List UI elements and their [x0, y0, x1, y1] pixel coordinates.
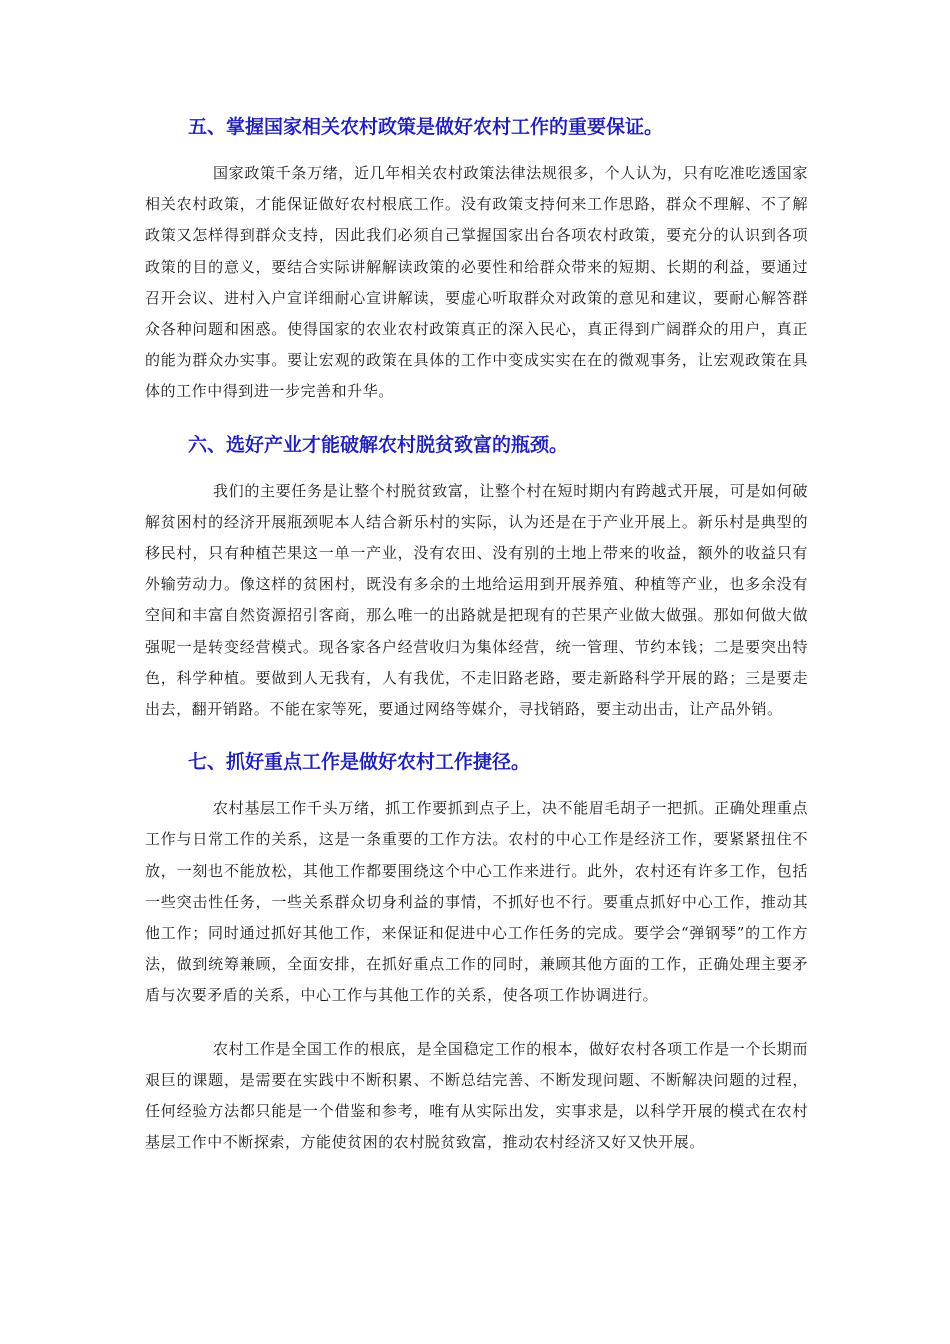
section-seven — [145, 747, 808, 1011]
section-paragraph: 国家政策千条万绪，近几年相关农村政策法律法规很多，个人认为，只有吃准吃透国家相关农村政策，才能保证做好农村根底工作。没有政策支持何来工作思路，群众不理解、不了解政策又怎样得到群众支持，因此我们必须自己掌握国家出台各项农村政策，要充分的认识到各项政策的目的意义，要结合实际讲解解读政策的必要性和给群众带来的短期、长期的利益，要通过召开会议、进村入户宣详细耐心宣讲解读，要虚心听取群众对政策的意见和建议，要耐心解答群众各种问题和困惑。使得国家的农业农村政策真正的深入民心，真正得到广阔群众的用户，真正的能为群众办实事。要让宏观的政策在具体的工作中变成实实在在的微观事务，让宏观政策在具体的工作中得到进一步完善和升华。 — [145, 164, 808, 401]
section-heading: 五、掌握国家相关农村政策是做好农村工作的重要保证。 — [188, 116, 664, 138]
section-five — [145, 112, 808, 408]
section-heading: 七、抓好重点工作是做好农村工作捷径。 — [188, 751, 531, 774]
closing-paragraph: 农村工作是全国工作的根底，是全国稳定工作的根本，做好农村各项工作是一个长期而艰巨的课题，是需要在实践中不断积累、不断总结完善、不断发现问题、不断解决问题的过程，任何经验方法都只能是一个借鉴和参考，唯有从实际出发，实事求是，以科学开展的模式在农村基层工作中不断探索，方能使贫困的农村脱贫致富，推动农村经济又好又快开展。 — [145, 1039, 808, 1152]
section-paragraph: 我们的主要任务是让整个村脱贫致富，让整个村在短时期内有跨越式开展，可是如何破解贫困村的经济开展瓶颈呢本人结合新乐村的实际，认为还是在于产业开展上。新乐村是典型的移民村，只有种植芒果这一单一产业，没有农田、没有别的土地上带来的收益，额外的收益只有外输劳动力。像这样的贫困村，既没有多余的土地给运用到开展养殖、种植等产业，也多余没有空间和丰富自然资源招引客商，那么唯一的出路就是把现有的芒果产业做大做强。那如何做大做强呢一是转变经营模式。现各家各户经营收归为集体经营，统一管理、节约本钱；二是要突出特色，科学种植。要做到人无我有，人有我优，不走旧路老路，要走新路科学开展的路；三是要走出去，翻开销路。不能在家等死，要通过网络等媒介，寻找销路，要主动出击，让产品外销。 — [145, 481, 808, 719]
section-six — [145, 430, 808, 726]
closing-section — [145, 1034, 808, 1159]
section-heading: 六、选好产业才能破解农村脱贫致富的瓶颈。 — [188, 433, 569, 456]
section-paragraph: 农村基层工作千头万绪，抓工作要抓到点子上，决不能眉毛胡子一把抓。正确处理重点工作与日常工作的关系，这是一条重要的工作方法。农村的中心工作是经济工作，要紧紧扭住不放，一刻也不能放松，其他工作都要围绕这个中心工作来进行。此外，农村还有许多工作，包括一些突击性任务，一些关系群众切身利益的事情，不抓好也不行。要重点抓好中心工作，推动其他工作；同时通过抓好其他工作，来保证和促进中心工作任务的完成。要学会“弹钢琴”的工作方法，做到统筹兼顾，全面安排，在抓好重点工作的同时，兼顾其他方面的工作，正确处理主要矛盾与次要矛盾的关系，中心工作与其他工作的关系，使各项工作协调进行。 — [145, 799, 808, 1005]
